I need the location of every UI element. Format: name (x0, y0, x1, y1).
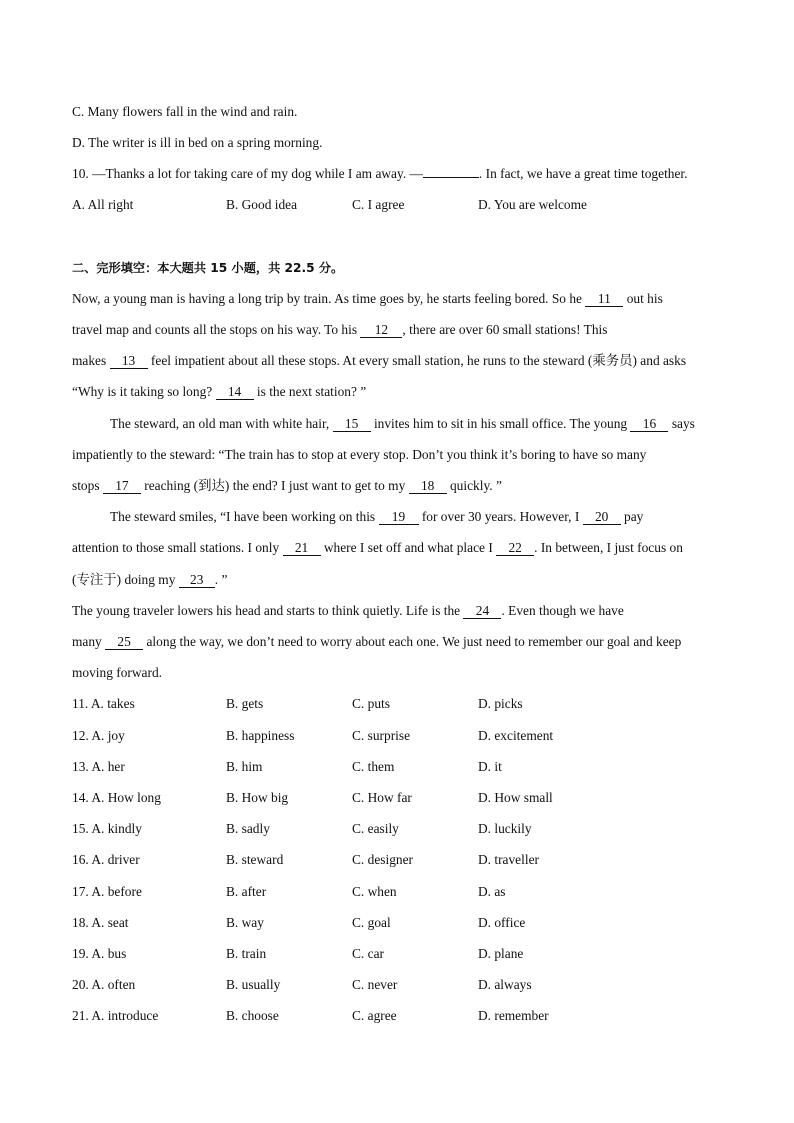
q9-option-d: D. The writer is ill in bed on a spring morning. (72, 135, 323, 150)
question-row (72, 975, 734, 995)
question-row (72, 819, 734, 839)
passage-line: makes 13 feel impatient about all these stops. At every small station, he runs to the steward (乘务员) and asks (72, 353, 687, 368)
question-row (72, 694, 734, 714)
option-a: 17. A. before (72, 884, 142, 899)
option-b: B. steward (226, 852, 284, 867)
passage-line: The young traveler lowers his head and starts to think quietly. Life is the 24 . Even though we have (72, 603, 624, 618)
q10-blank (423, 177, 479, 178)
blank-14: 14 (216, 384, 254, 400)
q10-options (72, 195, 734, 215)
option-d: D. luckily (478, 821, 532, 836)
option-a: 21. A. introduce (72, 1008, 159, 1023)
q10-option-c: C. I agree (352, 197, 405, 212)
option-a: 14. A. How long (72, 790, 161, 805)
passage-line: stops 17 reaching (到达) the end? I just want to get to my 18 quickly. ” (72, 478, 502, 493)
blank-22: 22 (496, 540, 534, 556)
option-c: C. when (352, 884, 397, 899)
blank-25: 25 (105, 634, 143, 650)
option-a: 18. A. seat (72, 915, 129, 930)
passage-line: impatiently to the steward: “The train has to stop at every stop. Don’t you think it’s boring to have so many (72, 447, 647, 462)
question-row (72, 913, 734, 933)
passage-line: Now, a young man is having a long trip by train. As time goes by, he starts feeling bored. So he 11 out his (72, 291, 663, 306)
option-a: 12. A. joy (72, 728, 125, 743)
option-b: B. train (226, 946, 267, 961)
question-row (72, 882, 734, 902)
blank-11: 11 (585, 291, 623, 307)
blank-15: 15 (333, 416, 371, 432)
option-c: C. agree (352, 1008, 397, 1023)
question-row (72, 757, 734, 777)
option-d: D. remember (478, 1008, 549, 1023)
blank-23: 23 (179, 572, 215, 588)
blank-18: 18 (409, 478, 447, 494)
option-b: B. way (226, 915, 264, 930)
passage-line: (专注于) doing my 23 . ” (72, 572, 228, 587)
option-d: D. always (478, 977, 532, 992)
q10-option-b: B. Good idea (226, 197, 298, 212)
option-a: 20. A. often (72, 977, 136, 992)
passage-line: The steward smiles, “I have been working on this 19 for over 30 years. However, I 20 pay (110, 509, 644, 524)
option-d: D. as (478, 884, 506, 899)
blank-20: 20 (583, 509, 621, 525)
option-d: D. picks (478, 696, 523, 711)
blank-21: 21 (283, 540, 321, 556)
option-c: C. never (352, 977, 398, 992)
option-d: D. How small (478, 790, 553, 805)
option-c: C. surprise (352, 728, 411, 743)
option-b: B. gets (226, 696, 264, 711)
option-c: C. puts (352, 696, 390, 711)
option-c: C. car (352, 946, 384, 961)
q10-option-a: A. All right (72, 197, 134, 212)
option-b: B. happiness (226, 728, 295, 743)
passage-line: attention to those small stations. I only 21 where I set off and what place I 22 . In between, I just focus on (72, 540, 683, 555)
blank-19: 19 (379, 509, 419, 525)
option-c: C. designer (352, 852, 413, 867)
option-b: B. him (226, 759, 263, 774)
blank-24: 24 (463, 603, 501, 619)
question-row (72, 944, 734, 964)
passage-line: many 25 along the way, we don’t need to worry about each one. We just need to remember our goal and keep (72, 634, 682, 649)
blank-17: 17 (103, 478, 141, 494)
option-a: 19. A. bus (72, 946, 127, 961)
passage-line: The steward, an old man with white hair, 15 invites him to sit in his small office. The young 16 says (110, 416, 695, 431)
q10-option-d: D. You are welcome (478, 197, 587, 212)
option-b: B. How big (226, 790, 289, 805)
option-c: C. goal (352, 915, 391, 930)
q9-option-c: C. Many flowers fall in the wind and rain. (72, 104, 298, 119)
option-d: D. traveller (478, 852, 539, 867)
option-b: B. choose (226, 1008, 279, 1023)
option-b: B. after (226, 884, 267, 899)
question-row (72, 788, 734, 808)
question-row (72, 726, 734, 746)
question-row (72, 850, 734, 870)
option-b: B. usually (226, 977, 281, 992)
option-a: 16. A. driver (72, 852, 140, 867)
passage-line: “Why is it taking so long? 14 is the next station? ” (72, 384, 367, 399)
option-a: 13. A. her (72, 759, 125, 774)
option-b: B. sadly (226, 821, 270, 836)
option-d: D. it (478, 759, 502, 774)
option-a: 15. A. kindly (72, 821, 142, 836)
option-d: D. plane (478, 946, 524, 961)
section-heading: 二、完形填空：本大题共 15 小题，共 22.5 分。 (72, 261, 344, 275)
option-c: C. How far (352, 790, 412, 805)
option-c: C. them (352, 759, 395, 774)
option-d: D. office (478, 915, 526, 930)
passage-line: travel map and counts all the stops on his way. To his 12 , there are over 60 small stations! This (72, 322, 608, 337)
q10-stem: 10. —Thanks a lot for taking care of my dog while I am away. — . In fact, we have a great time together. (72, 166, 688, 181)
option-a: 11. A. takes (72, 696, 135, 711)
question-row (72, 1006, 734, 1026)
blank-12: 12 (360, 322, 402, 338)
option-c: C. easily (352, 821, 399, 836)
passage-line: moving forward. (72, 665, 162, 680)
blank-16: 16 (630, 416, 668, 432)
option-d: D. excitement (478, 728, 554, 743)
blank-13: 13 (110, 353, 148, 369)
